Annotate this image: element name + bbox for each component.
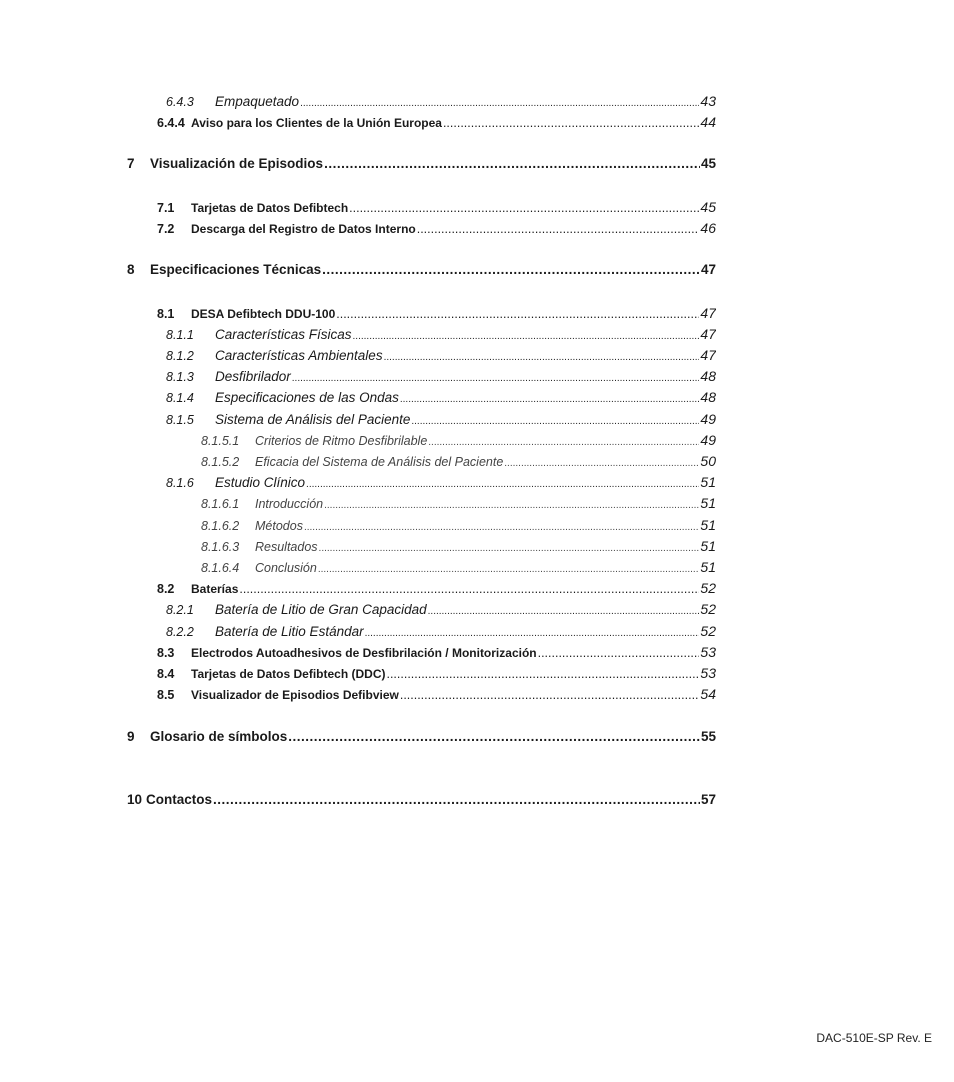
toc-entry[interactable]	[166, 93, 716, 109]
toc-entry-title: Estudio Clínico	[215, 475, 306, 490]
toc-entry-title: Baterías	[191, 582, 239, 596]
toc-entry-number: 8.1.3	[166, 370, 194, 384]
toc-entry-title: Desfibrilador	[215, 369, 291, 384]
toc-leader-dots	[504, 458, 699, 469]
toc-entry-title: Descarga del Registro de Datos Interno	[191, 222, 416, 236]
toc-entry-page: 45	[700, 199, 716, 215]
toc-entry-number: 8.1.5	[166, 413, 194, 427]
toc-entry[interactable]	[201, 559, 716, 575]
toc-entry[interactable]	[166, 347, 716, 363]
toc-entry-title: Métodos	[255, 519, 303, 533]
toc-entry-title: Eficacia del Sistema de Análisis del Paciente	[255, 455, 504, 469]
toc-entry-number: 10	[127, 792, 143, 807]
toc-entry-page: 47	[700, 305, 716, 321]
toc-entry-page: 44	[700, 114, 716, 130]
toc-entry[interactable]	[127, 729, 716, 744]
toc-entry-number: 8.1	[157, 307, 175, 321]
toc-leader-dots	[288, 729, 700, 744]
toc-entry-number: 8.1.6.2	[201, 519, 240, 533]
toc-leader-dots	[428, 606, 700, 617]
toc-entry[interactable]	[166, 389, 716, 405]
toc-entry-number: 7.2	[157, 222, 175, 236]
toc-entry-number: 8.3	[157, 646, 175, 660]
toc-entry-page: 51	[700, 559, 716, 575]
toc-entry-number: 6.4.4	[157, 116, 185, 130]
toc-leader-dots	[324, 156, 700, 171]
toc-entry-page: 52	[700, 580, 716, 596]
toc-entry-title: Introducción	[255, 497, 324, 511]
toc-entry[interactable]	[157, 665, 716, 681]
toc-entry-page: 49	[700, 411, 716, 427]
toc-entry[interactable]	[166, 474, 716, 490]
toc-entry-page: 54	[700, 686, 716, 702]
toc-leader-dots	[428, 437, 699, 448]
toc-entry-title: DESA Defibtech DDU-100	[191, 307, 336, 321]
toc-entry-title: Características Físicas	[215, 327, 352, 342]
toc-leader-dots	[384, 352, 700, 363]
toc-entry-title: Especificaciones Técnicas	[150, 262, 322, 277]
toc-entry[interactable]	[127, 792, 716, 807]
document-footer: DAC-510E-SP Rev. E	[816, 1031, 932, 1045]
toc-entry[interactable]	[201, 538, 716, 554]
toc-leader-dots	[349, 201, 699, 215]
toc-leader-dots	[353, 331, 700, 342]
toc-leader-dots	[213, 792, 700, 807]
toc-entry[interactable]	[201, 517, 716, 533]
toc-leader-dots	[306, 479, 699, 490]
toc-entry[interactable]	[127, 262, 716, 277]
toc-entry-number: 8.1.6	[166, 476, 194, 490]
toc-entry-number: 8.1.1	[166, 328, 194, 342]
toc-entry-number: 8.4	[157, 667, 175, 681]
toc-entry[interactable]	[166, 326, 716, 342]
toc-entry-title: Visualización de Episodios	[150, 156, 324, 171]
toc-entry-number: 8.1.6.1	[201, 497, 240, 511]
toc-entry-page: 55	[700, 729, 716, 744]
toc-leader-dots	[239, 582, 699, 596]
toc-entry[interactable]	[201, 432, 716, 448]
toc-entry-page: 48	[700, 389, 716, 405]
toc-entry[interactable]	[157, 580, 716, 596]
toc-leader-dots	[292, 373, 700, 384]
toc-entry-number: 7	[127, 156, 135, 171]
toc-entry-title: Resultados	[255, 540, 318, 554]
toc-entry-number: 8.2.2	[166, 625, 194, 639]
toc-entry-page: 45	[700, 156, 716, 171]
toc-entry-title: Criterios de Ritmo Desfibrilable	[255, 434, 428, 448]
toc-entry-page: 47	[700, 262, 716, 277]
toc-entry-title: Electrodos Autoadhesivos de Desfibrilación / Monitorización	[191, 646, 537, 660]
toc-entry-title: Visualizador de Episodios Defibview	[191, 688, 399, 702]
toc-entry-number: 8.1.4	[166, 391, 194, 405]
toc-entry-title: Características Ambientales	[215, 348, 383, 363]
toc-entry[interactable]	[166, 601, 716, 617]
toc-entry-title: Aviso para los Clientes de la Unión Europea	[191, 116, 442, 130]
toc-entry-title: Batería de Litio Estándar	[215, 624, 364, 639]
toc-entry-page: 52	[700, 623, 716, 639]
toc-entry[interactable]	[157, 686, 716, 702]
toc-leader-dots	[324, 500, 699, 511]
toc-leader-dots	[300, 98, 699, 109]
toc-leader-dots	[538, 646, 700, 660]
toc-leader-dots	[417, 222, 700, 236]
toc-leader-dots	[304, 522, 699, 533]
toc-leader-dots	[400, 688, 700, 702]
toc-leader-dots	[319, 543, 700, 554]
toc-leader-dots	[318, 564, 700, 575]
toc-entry-title: Tarjetas de Datos Defibtech	[191, 201, 349, 215]
toc-entry-page: 57	[700, 792, 716, 807]
toc-entry-title: Especificaciones de las Ondas	[215, 390, 399, 405]
toc-entry-number: 8.1.5.2	[201, 455, 240, 469]
toc-entry-page: 50	[700, 453, 716, 469]
toc-entry[interactable]	[157, 220, 716, 236]
toc-entry[interactable]	[157, 305, 716, 321]
toc-entry-title: Conclusión	[255, 561, 317, 575]
toc-entry-number: 6.4.3	[166, 95, 194, 109]
toc-entry-title: Tarjetas de Datos Defibtech (DDC)	[191, 667, 386, 681]
toc-leader-dots	[443, 116, 699, 130]
toc-leader-dots	[400, 394, 700, 405]
toc-entry-page: 51	[700, 517, 716, 533]
toc-entry-number: 8.5	[157, 688, 175, 702]
toc-entry[interactable]	[127, 156, 716, 171]
toc-entry-page: 53	[700, 644, 716, 660]
toc-leader-dots	[386, 667, 699, 681]
toc-entry-page: 47	[700, 326, 716, 342]
toc-entry[interactable]	[157, 114, 716, 130]
toc-entry-page: 51	[700, 474, 716, 490]
toc-leader-dots	[365, 628, 700, 639]
toc-entry-page: 51	[700, 495, 716, 511]
toc-entry[interactable]	[166, 411, 716, 427]
toc-entry-title: Empaquetado	[215, 94, 300, 109]
toc-entry-page: 48	[700, 368, 716, 384]
toc-entry-number: 8.1.6.3	[201, 540, 240, 554]
toc-entry-page: 43	[700, 93, 716, 109]
toc-entry-page: 51	[700, 538, 716, 554]
toc-entry-number: 8.2	[157, 582, 175, 596]
toc-entry[interactable]	[157, 199, 716, 215]
toc-entry-number: 9	[127, 729, 135, 744]
toc-entry[interactable]	[166, 623, 716, 639]
toc-entry[interactable]	[201, 453, 716, 469]
toc-entry[interactable]	[157, 644, 716, 660]
toc-entry-number: 8	[127, 262, 135, 277]
toc-entry-title: Sistema de Análisis del Paciente	[215, 412, 411, 427]
toc-leader-dots	[411, 416, 699, 427]
toc-entry-title: Glosario de símbolos	[150, 729, 288, 744]
toc-entry[interactable]	[201, 495, 716, 511]
toc-entry[interactable]	[166, 368, 716, 384]
toc-entry-title: Contactos	[146, 792, 213, 807]
toc-entry-number: 8.2.1	[166, 603, 194, 617]
toc-entry-page: 52	[700, 601, 716, 617]
toc-entry-number: 8.1.5.1	[201, 434, 240, 448]
toc-entry-page: 46	[700, 220, 716, 236]
toc-entry-page: 47	[700, 347, 716, 363]
toc-leader-dots	[322, 262, 700, 277]
toc-entry-number: 7.1	[157, 201, 175, 215]
toc-entry-page: 53	[700, 665, 716, 681]
toc-leader-dots	[336, 307, 699, 321]
toc-entry-number: 8.1.6.4	[201, 561, 240, 575]
toc-entry-page: 49	[700, 432, 716, 448]
toc-entry-title: Batería de Litio de Gran Capacidad	[215, 602, 427, 617]
toc-entry-number: 8.1.2	[166, 349, 194, 363]
